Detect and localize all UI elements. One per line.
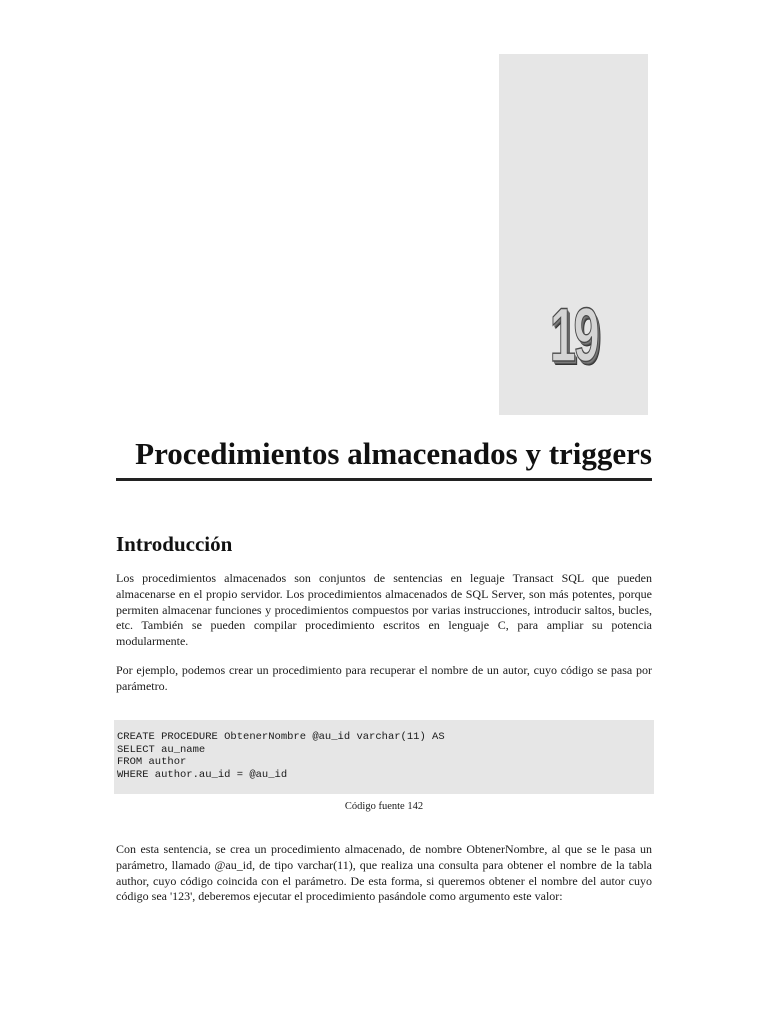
code-caption: Código fuente 142 [344,801,424,812]
section-heading: Introducción [116,532,233,556]
code-line: SELECT au_name [117,743,206,756]
code-line: CREATE PROCEDURE ObtenerNombre @au_id varchar(11) AS [117,731,445,743]
example-paragraph: Por ejemplo, podemos crear un procedimiento para recuperar el nombre de un autor, cuyo código se pasa por parámetro. [116,663,652,693]
chapter-number-panel [499,54,648,415]
chapter-title: Procedimientos almacenados y triggers [135,436,652,471]
code-lines [117,731,445,781]
explanation-paragraph: Con esta sentencia, se crea un procedimiento almacenado, de nombre ObtenerNombre, al que se le pasa un parámetro, llamado @au_id, de tipo varchar(11), que realiza una consulta para obtener el nombre de la tabla author, cuyo código coincida con el parámetro. De esta forma, si queremos obtener el nombre del autor cuyo código sea '123', deberemos ejecutar el procedimiento pasándole como argumento este valor: [116,842,652,904]
intro-paragraph: Los procedimientos almacenados son conjuntos de sentencias en leguaje Transact SQL que pueden almacenarse en el propio servidor. Los procedimientos almacenados de SQL Server, son más potentes, porque permiten almacenar funciones y procedimientos compuestos por varias instrucciones, introducir saltos, bucles, etc. También se pueden compilar procedimiento escritos en lenguaje C, para ampliar su potencia modularmente. [116,571,652,649]
code-block [114,720,654,794]
code-line: WHERE author.au_id = @au_id [117,768,288,781]
code-line: FROM author [117,756,187,769]
title-divider [116,478,652,481]
chapter-number: 19 [549,293,598,378]
